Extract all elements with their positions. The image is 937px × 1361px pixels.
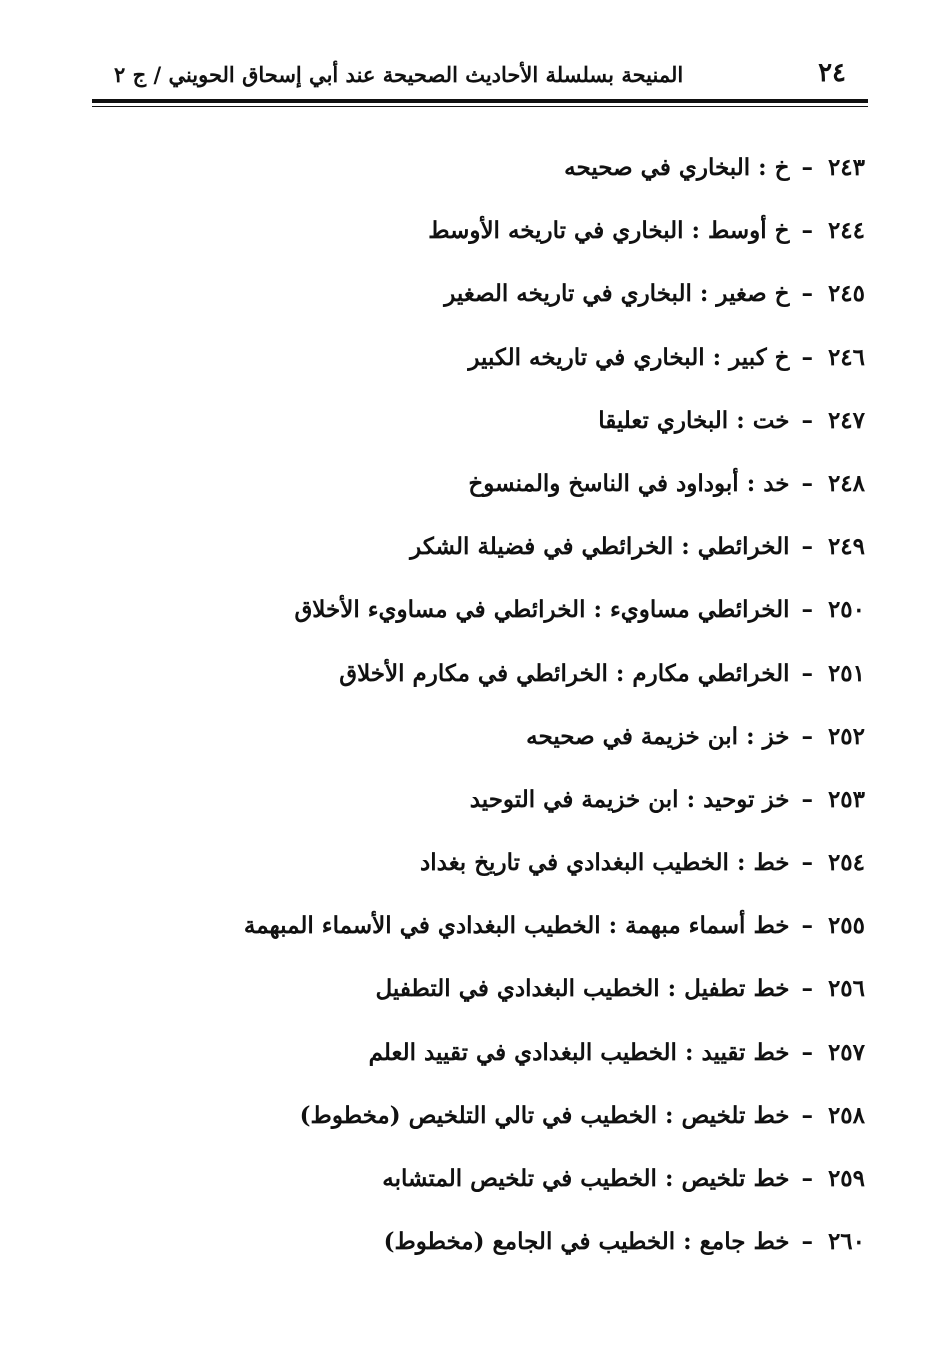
list-item: [165, 525, 865, 588]
entry-text: خد : أبوداود في الناسخ والمنسوخ: [468, 469, 790, 497]
entry-text: خط : الخطيب البغدادي في تاريخ بغداد: [420, 849, 790, 877]
entry-text: خت : البخاري تعليقا: [598, 406, 790, 434]
entry-dash: –: [801, 406, 813, 434]
entry-dash: –: [801, 1165, 813, 1192]
entry-dash: –: [801, 975, 813, 1003]
list-item: [165, 778, 865, 841]
entry-dash: –: [801, 722, 813, 750]
entry-number: ٢٥٧: [827, 1038, 865, 1066]
list-item: [165, 146, 865, 209]
entry-text: خط جامع : الخطيب في الجامع (مخطوط): [383, 1228, 790, 1256]
entry-dash: –: [801, 469, 813, 497]
entry-text: الخرائطي : الخرائطي في فضيلة الشكر: [410, 533, 790, 561]
entry-number: ٢٤٧: [827, 406, 865, 434]
entry-number: ٢٥٠: [827, 596, 865, 624]
entry-text: خط أسماء مبهمة : الخطيب البغدادي في الأسماء المبهمة: [243, 912, 790, 940]
entry-number: ٢٥٥: [827, 912, 865, 940]
entry-number: ٢٥٤: [827, 849, 865, 877]
list-item: [165, 652, 865, 715]
list-item: [165, 1157, 865, 1220]
entry-number: ٢٦٠: [827, 1228, 865, 1256]
entry-dash: –: [801, 785, 813, 813]
list-item: [165, 841, 865, 904]
entry-text: خط تلخيص : الخطيب في تالي التلخيص (مخطوط): [299, 1101, 790, 1129]
entry-number: ٢٤٥: [827, 280, 865, 308]
entry-text: خ أوسط : البخاري في تاريخه الأوسط: [428, 217, 790, 245]
entry-number: ٢٤٣: [827, 154, 865, 181]
entry-text: خ كبير : البخاري في تاريخه الكبير: [468, 343, 790, 371]
page-number: ٢٤: [818, 58, 846, 88]
entry-dash: –: [801, 1101, 813, 1129]
entry-text: الخرائطي مكارم : الخرائطي في مكارم الأخلاق: [339, 659, 790, 687]
list-item: [165, 209, 865, 272]
header-rule-thick: [92, 99, 868, 103]
entry-number: ٢٥١: [827, 659, 865, 687]
entry-dash: –: [801, 280, 813, 308]
list-item: [165, 336, 865, 399]
page-header: [92, 58, 868, 98]
abbreviation-list: [165, 146, 865, 1283]
list-item: [165, 967, 865, 1030]
entry-dash: –: [801, 154, 813, 181]
header-rule-thin: [92, 106, 868, 107]
entry-number: ٢٥٨: [827, 1101, 865, 1129]
entry-text: خز توحيد : ابن خزيمة في التوحيد: [469, 785, 790, 813]
entry-number: ٢٥٩: [827, 1165, 865, 1192]
entry-number: ٢٤٩: [827, 533, 865, 561]
running-title: المنيحة بسلسلة الأحاديث الصحيحة عند أبي إسحاق الحويني / ج ٢: [114, 62, 684, 87]
entry-dash: –: [801, 849, 813, 877]
list-item: [165, 272, 865, 335]
entry-text: الخرائطي مساويء : الخرائطي في مساويء الأخلاق: [294, 596, 790, 624]
list-item: [165, 462, 865, 525]
entry-number: ٢٥٢: [827, 722, 865, 750]
entry-number: ٢٤٤: [827, 217, 865, 245]
entry-dash: –: [801, 596, 813, 624]
entry-dash: –: [801, 533, 813, 561]
entry-text: خز : ابن خزيمة في صحيحه: [526, 722, 790, 750]
list-item: [165, 715, 865, 778]
entry-number: ٢٥٦: [827, 975, 865, 1003]
entry-dash: –: [801, 217, 813, 245]
list-item: [165, 1031, 865, 1094]
entry-dash: –: [801, 343, 813, 371]
entry-dash: –: [801, 912, 813, 940]
list-item: [165, 904, 865, 967]
entry-dash: –: [801, 1228, 813, 1256]
entry-text: خ صغير : البخاري في تاريخه الصغير: [444, 280, 790, 308]
entry-text: خط تقييد : الخطيب البغدادي في تقييد العلم: [368, 1038, 790, 1066]
list-item: [165, 399, 865, 462]
entry-number: ٢٤٨: [827, 469, 865, 497]
entry-text: خط تطفيل : الخطيب البغدادي في التطفيل: [375, 975, 790, 1003]
entry-dash: –: [801, 659, 813, 687]
entry-number: ٢٤٦: [827, 343, 865, 371]
list-item: [165, 1220, 865, 1283]
entry-number: ٢٥٣: [827, 785, 865, 813]
list-item: [165, 1094, 865, 1157]
list-item: [165, 588, 865, 651]
entry-text: خط تلخيص : الخطيب في تلخيص المتشابه: [382, 1165, 790, 1192]
entry-text: خ : البخاري في صحيحه: [564, 154, 790, 181]
entry-dash: –: [801, 1038, 813, 1066]
